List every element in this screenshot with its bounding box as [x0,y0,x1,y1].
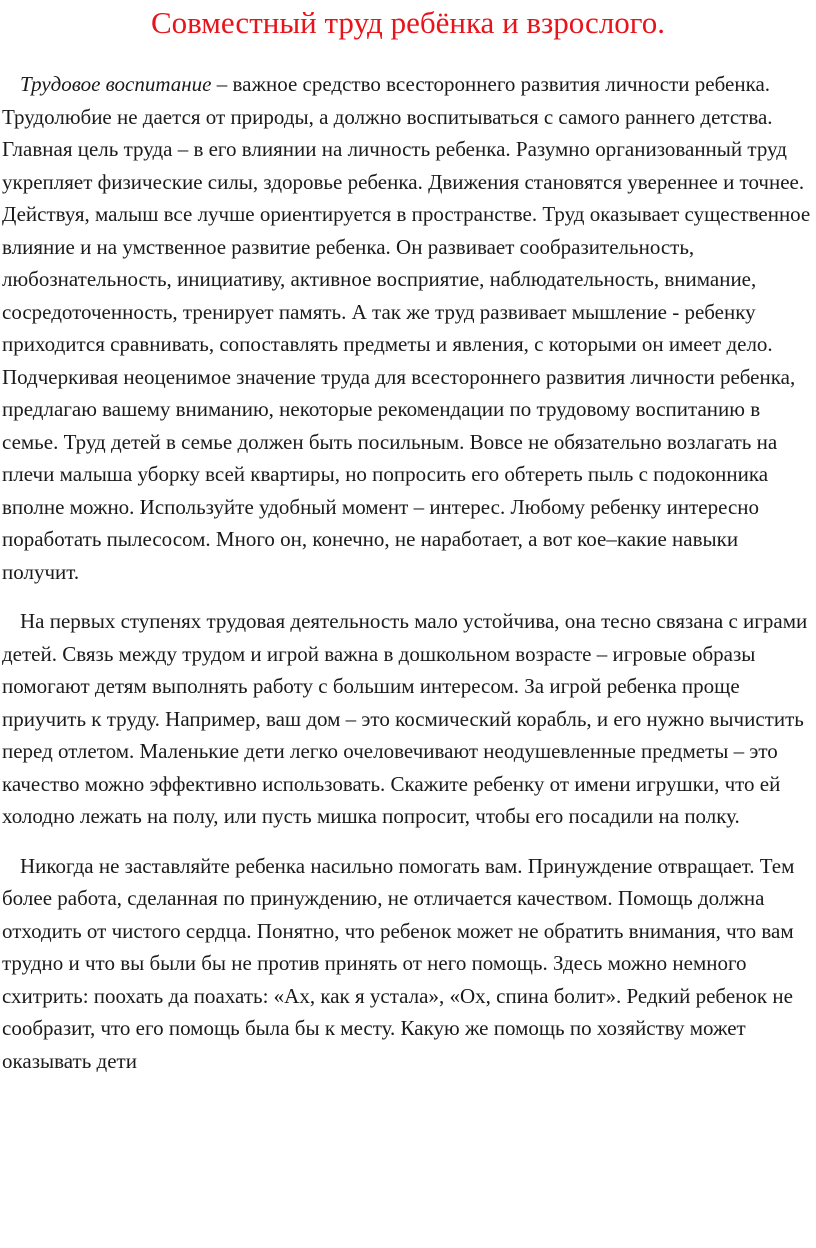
document-title: Совместный труд ребёнка и взрослого. [151,5,665,40]
paragraph-play-and-work [2,605,814,833]
paragraph-text: На первых ступенях трудовая деятельность мало устойчива, она тесно связана с играми детей. Связь между трудом и игрой важна в дошкольном возрасте – игровые образы помогают детям выполнять работу с большим интересом. За игрой ребенка проще приучить к труду. Например, ваш дом – это космический корабль, и его нужно вычистить перед отлетом. Маленькие дети легко очеловечивают неодушевленные предметы – это качество можно эффективно использовать. Скажите ребенку от имени игрушки, что ей холодно лежать на полу, или пусть мишка попросит, чтобы его посадили на полку. [2,609,808,828]
paragraph-text: – важное средство всестороннего развития личности ребенка. Трудолюбие не дается от природы, а должно воспитываться с самого раннего детства. Главная цель труда – в его влиянии на личность ребенка. Разумно организованный труд укрепляет физические силы, здоровье ребенка. Движения становятся увереннее и точнее. Действуя, малыш все лучше ориентируется в пространстве. Труд оказывает существенное влияние и на умственное развитие ребенка. Он развивает сообразительность, любознательность, инициативу, активное восприятие, наблюдательность, внимание, сосредоточенность, тренирует память. А так же труд развивает мышление - ребенку приходится сравнивать, сопоставлять предметы и явления, с которыми он имеет дело. Подчеркивая неоценимое значение труда для всестороннего развития личности ребенка, предлагаю вашему вниманию, некоторые рекомендации по трудовому воспитанию в семье. Труд детей в семье должен быть посильным. Вовсе не обязательно возлагать на плечи малыша уборку всей квартиры, но попросить его обтереть пыль с подоконника вполне можно. Используйте удобный момент – интерес. Любому ребенку интересно поработать пылесосом. Много он, конечно, не наработает, а вот кое–какие навыки получит. [2,72,811,584]
paragraph-no-coercion [2,850,814,1078]
italic-term: Трудовое воспитание [20,72,212,96]
paragraph-upbringing [2,68,814,588]
paragraph-text: Никогда не заставляйте ребенка насильно помогать вам. Принуждение отвращает. Тем более работа, сделанная по принуждению, не отличается качеством. Помощь должна отходить от чистого сердца. Понятно, что ребенок может не обратить внимания, что вам трудно и что вы были бы не против принять от него помощь. Здесь можно немного схитрить: поохать да поахать: «Ах, как я устала», «Ох, спина болит». Редкий ребенок не сообразит, что его помощь была бы к месту. Какую же помощь по хозяйству может оказывать дети [2,853,795,1073]
